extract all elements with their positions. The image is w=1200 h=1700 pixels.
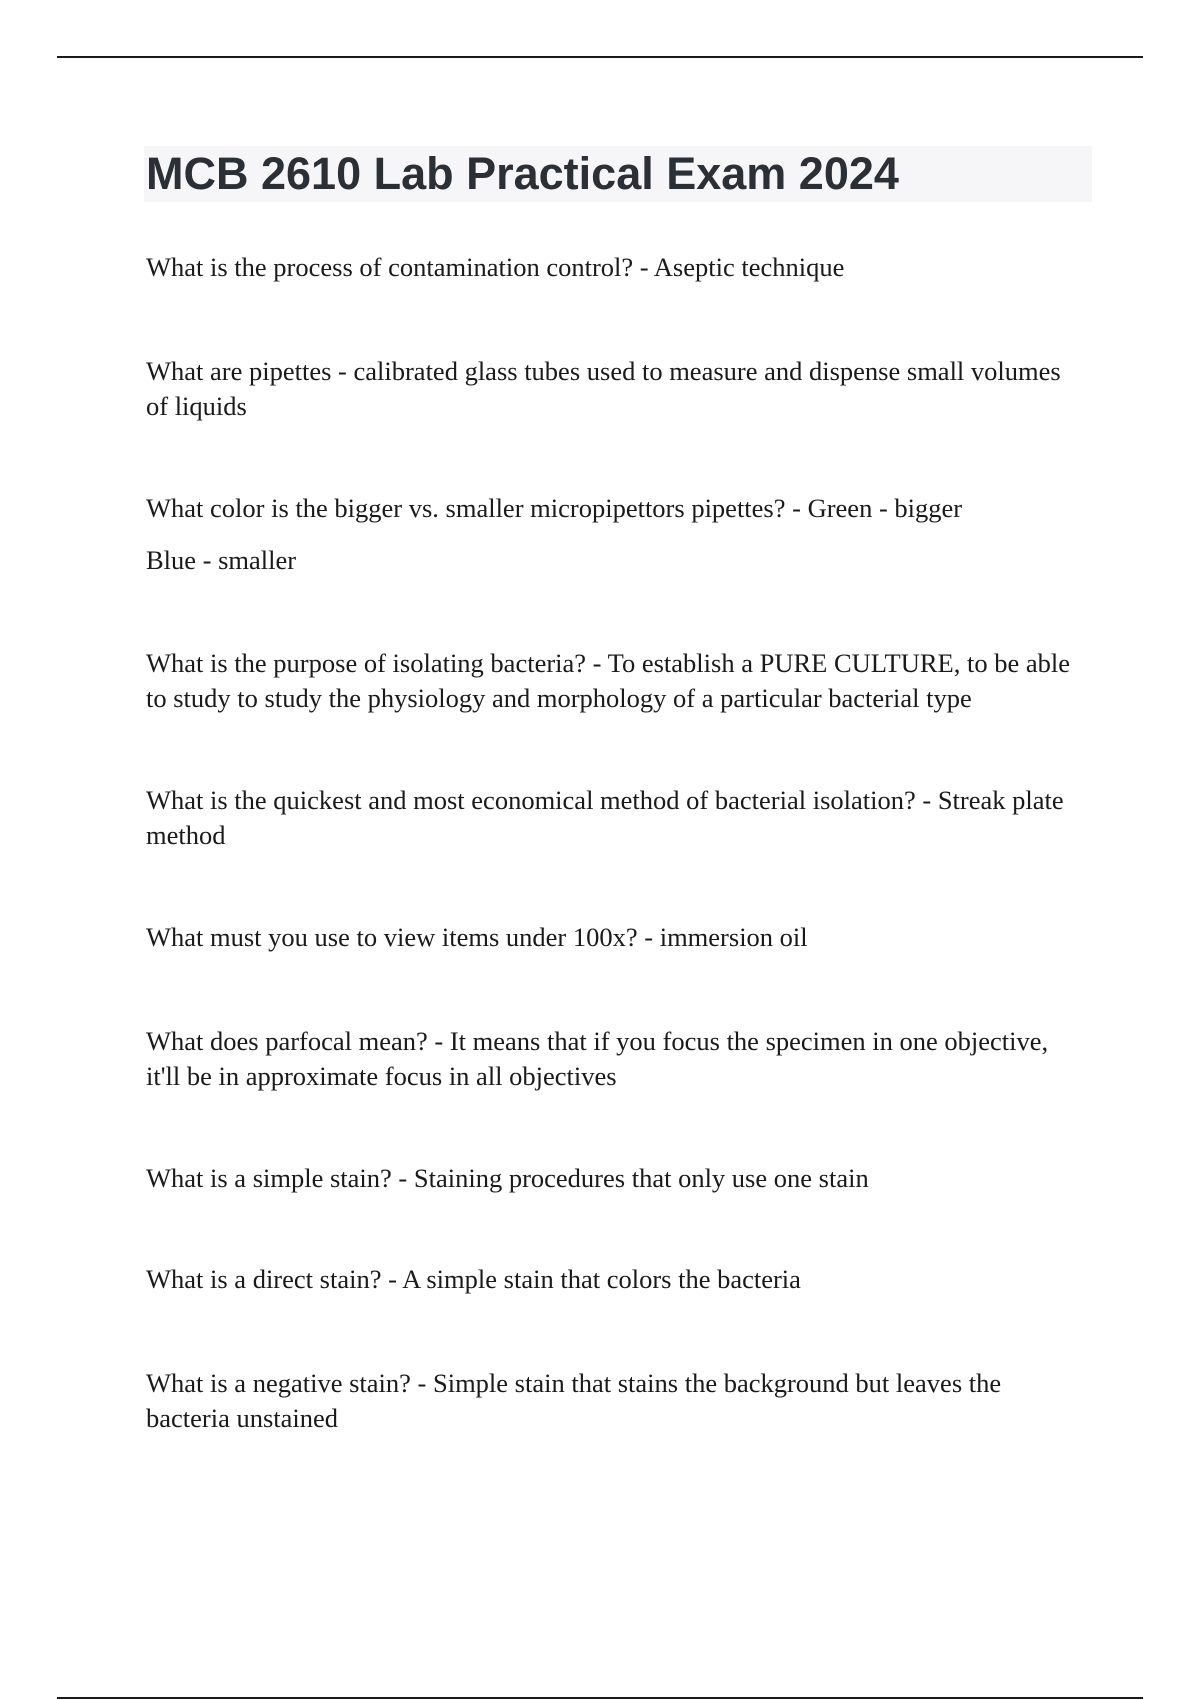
bottom-rule	[57, 1697, 1143, 1699]
qa-item-4: What is the purpose of isolating bacteria? - To establish a PURE CULTURE, to be able to study to study the physiology and morphology of a particular bacterial type	[146, 648, 1070, 713]
qa-item-3-extra: Blue - smaller	[146, 545, 297, 575]
top-rule	[57, 56, 1143, 58]
qa-item-3-text: What color is the bigger vs. smaller micropipettors pipettes? - Green - bigger	[146, 493, 963, 523]
qa-item-3	[146, 491, 1086, 578]
page-title: MCB 2610 Lab Practical Exam 2024	[146, 148, 899, 199]
qa-item-10: What is a negative stain? - Simple stain that stains the background but leaves the bacteria unstained	[146, 1368, 1002, 1433]
qa-item-7: What does parfocal mean? - It means that if you focus the specimen in one objective, it'll be in approximate focus in all objectives	[146, 1026, 1049, 1091]
qa-item-2: What are pipettes - calibrated glass tubes used to measure and dispense small volumes of liquids	[146, 356, 1061, 421]
qa-item-1: What is the process of contamination control? - Aseptic technique	[146, 252, 845, 282]
qa-item-6: What must you use to view items under 100x? - immersion oil	[146, 922, 808, 952]
qa-item-9: What is a direct stain? - A simple stain that colors the bacteria	[146, 1264, 801, 1294]
qa-item-5: What is the quickest and most economical method of bacterial isolation? - Streak plate method	[146, 785, 1064, 850]
qa-item-8: What is a simple stain? - Staining procedures that only use one stain	[146, 1163, 869, 1193]
